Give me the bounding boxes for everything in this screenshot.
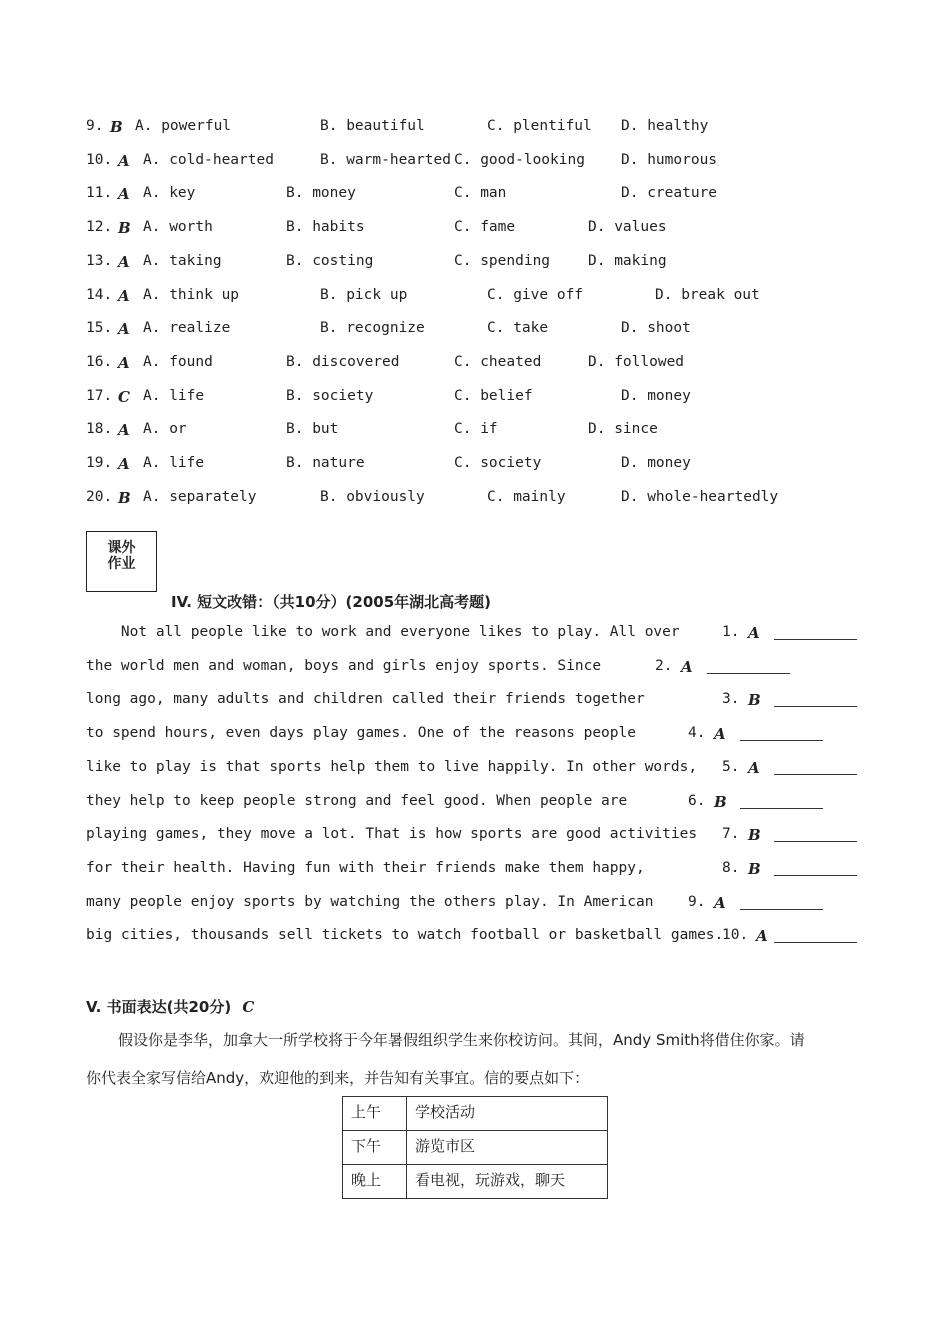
passage-line: many people enjoy sports by watching the others play. In American [86, 893, 654, 910]
section5-para1: 假设你是李华，加拿大一所学校将于今年暑假组织学生来你校访问。其间，Andy Smith将借住你家。请 [118, 1031, 805, 1049]
answer-blank [740, 728, 823, 741]
option-c: C. take [487, 320, 549, 337]
option-a: A. separately [143, 488, 257, 505]
answer-blank [740, 796, 823, 809]
section4-title: IV. 短文改错：（共10分）(2005年湖北高考题) [171, 593, 492, 611]
line-number: 5. [722, 758, 740, 775]
option-d: D. followed [588, 353, 685, 370]
question-number: 14. [86, 286, 113, 303]
line-answer: A [748, 758, 760, 777]
option-b: B. pick up [320, 286, 408, 303]
option-c: C. give off [487, 286, 584, 303]
option-c: C. fame [454, 219, 516, 236]
answer-blank [774, 863, 857, 876]
question-answer: A [118, 151, 130, 170]
option-d: D. break out [655, 286, 760, 303]
line-answer: B [748, 691, 761, 710]
letter-points-table [342, 1096, 608, 1199]
question-answer: B [118, 488, 131, 507]
option-c: C. plentiful [487, 118, 592, 134]
answer-blank [740, 897, 823, 910]
line-answer: A [681, 657, 693, 676]
option-a: A. life [143, 455, 205, 471]
line-number: 7. [722, 826, 740, 843]
option-c: C. cheated [454, 353, 542, 370]
homework-box-line2: 作业 [107, 556, 136, 572]
homework-box [86, 531, 157, 592]
question-answer: A [118, 421, 130, 440]
question-number: 19. [86, 455, 113, 471]
table-row [343, 1097, 608, 1131]
question-answer: A [118, 455, 130, 473]
passage-line: to spend hours, even days play games. One of the reasons people [86, 725, 636, 742]
section5-title-row [86, 996, 254, 1017]
question-answer: A [118, 185, 130, 204]
question-number: 13. [86, 252, 113, 269]
option-b: B. society [286, 387, 374, 404]
option-b: B. obviously [320, 488, 425, 505]
line-answer: A [748, 624, 760, 642]
table-row [343, 1165, 608, 1199]
activity-cell: 学校活动 [407, 1097, 608, 1131]
option-c: C. society [454, 455, 542, 471]
option-b: B. money [286, 185, 356, 202]
option-d: D. creature [621, 185, 718, 202]
question-answer: B [110, 118, 123, 136]
option-c: C. mainly [487, 488, 566, 505]
section5-title: V. 书面表达(共20分) [86, 998, 232, 1016]
question-number: 9. [86, 118, 104, 134]
line-answer: A [714, 893, 726, 912]
option-b: B. beautiful [320, 118, 425, 134]
passage-line: Not all people like to work and everyone likes to play. All over [86, 624, 680, 640]
option-d: D. values [588, 219, 667, 236]
option-d: D. money [621, 455, 691, 471]
answer-blank [774, 627, 857, 640]
question-number: 11. [86, 185, 113, 202]
option-d: D. shoot [621, 320, 691, 337]
line-number: 6. [688, 792, 706, 809]
question-answer: B [118, 219, 131, 238]
question-number: 16. [86, 353, 113, 370]
passage-line: they help to keep people strong and feel good. When people are [86, 792, 628, 809]
section5-para2: 你代表全家写信给Andy，欢迎他的到来，并告知有关事宜。信的要点如下： [86, 1069, 590, 1087]
activity-cell: 游览市区 [407, 1131, 608, 1165]
line-number: 4. [688, 725, 706, 742]
question-answer: A [118, 286, 130, 305]
option-c: C. man [454, 185, 507, 202]
option-a: A. key [143, 185, 196, 202]
answer-blank [774, 762, 857, 775]
option-d: D. whole-heartedly [621, 488, 779, 505]
option-b: B. recognize [320, 320, 425, 337]
line-answer: B [748, 859, 761, 878]
question-number: 12. [86, 219, 113, 236]
option-c: C. good-looking [454, 151, 585, 168]
line-number: 2. [655, 657, 673, 674]
question-answer: A [118, 353, 130, 372]
passage-line: the world men and woman, boys and girls enjoy sports. Since [86, 657, 602, 674]
option-a: A. realize [143, 320, 231, 337]
option-a: A. or [143, 421, 187, 438]
question-number: 18. [86, 421, 113, 438]
line-number: 3. [722, 691, 740, 708]
option-b: B. warm-hearted [320, 151, 451, 168]
table-row [343, 1131, 608, 1165]
passage-line: for their health. Having fun with their friends make them happy, [86, 859, 645, 876]
option-a: A. cold-hearted [143, 151, 274, 168]
option-d: D. making [588, 252, 667, 269]
question-answer: A [118, 252, 130, 271]
line-number: 9. [688, 893, 706, 910]
option-b: B. habits [286, 219, 365, 236]
option-a: A. think up [143, 286, 240, 303]
line-answer: B [714, 792, 727, 811]
time-cell: 上午 [343, 1097, 407, 1131]
question-number: 10. [86, 151, 113, 168]
section5-answer: C [242, 998, 255, 1016]
answer-blank [707, 661, 790, 674]
option-d: D. since [588, 421, 658, 438]
option-c: C. spending [454, 252, 551, 269]
option-a: A. taking [143, 252, 222, 269]
answer-blank [774, 930, 857, 943]
option-d: D. money [621, 387, 691, 404]
time-cell: 下午 [343, 1131, 407, 1165]
question-number: 20. [86, 488, 113, 505]
time-cell: 晚上 [343, 1165, 407, 1199]
option-c: C. belief [454, 387, 533, 404]
option-d: D. humorous [621, 151, 718, 168]
question-answer: C [118, 387, 130, 406]
option-b: B. costing [286, 252, 374, 269]
option-a: A. powerful [135, 118, 232, 134]
line-answer: A [714, 725, 726, 744]
line-number: 10. [722, 927, 749, 944]
option-a: A. life [143, 387, 205, 404]
option-c: C. if [454, 421, 498, 438]
answer-blank [774, 694, 857, 707]
passage-line: long ago, many adults and children called their friends together [86, 691, 645, 708]
option-a: A. found [143, 353, 213, 370]
passage-line: like to play is that sports help them to live happily. In other words, [86, 758, 698, 775]
option-a: A. worth [143, 219, 213, 236]
question-number: 17. [86, 387, 113, 404]
line-answer: A [756, 927, 768, 946]
option-b: B. discovered [286, 353, 400, 370]
activity-cell: 看电视，玩游戏，聊天 [407, 1165, 608, 1199]
question-answer: A [118, 320, 130, 339]
passage-line: playing games, they move a lot. That is how sports are good activities [86, 826, 698, 843]
question-number: 15. [86, 320, 113, 337]
option-b: B. but [286, 421, 339, 438]
line-number: 1. [722, 624, 740, 640]
option-b: B. nature [286, 455, 365, 471]
passage-line: big cities, thousands sell tickets to watch football or basketball games. [86, 927, 724, 944]
line-answer: B [748, 826, 761, 845]
line-number: 8. [722, 859, 740, 876]
option-d: D. healthy [621, 118, 709, 134]
homework-box-line1: 课外 [107, 540, 136, 556]
answer-blank [774, 829, 857, 842]
